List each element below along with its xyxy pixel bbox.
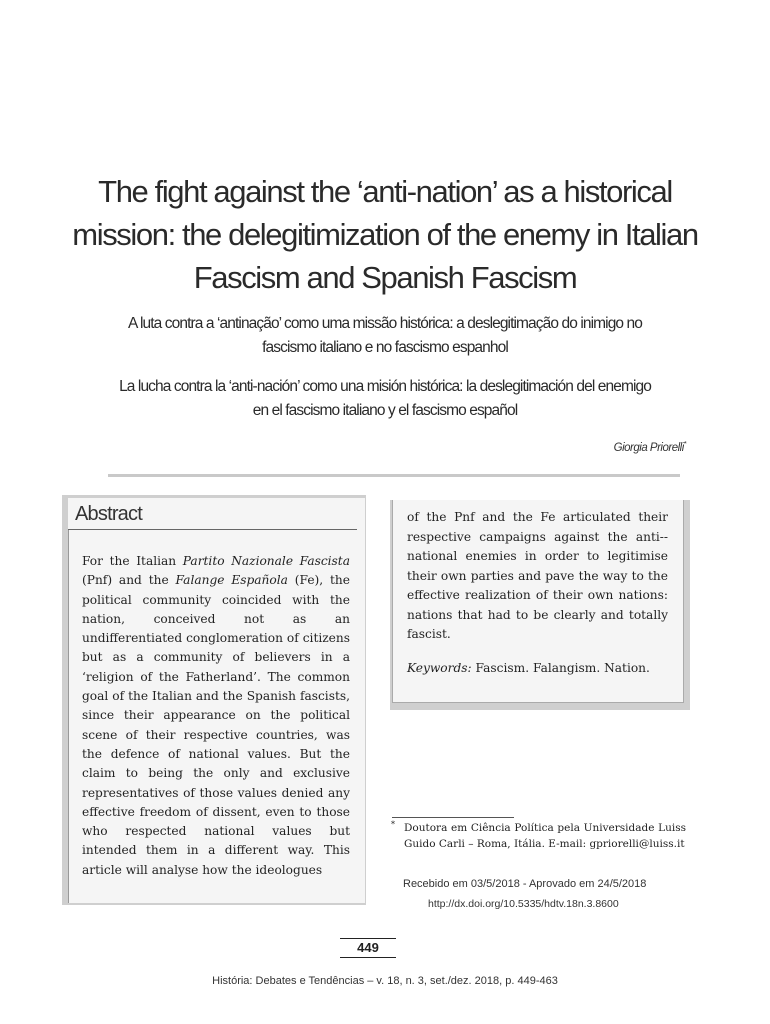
keywords-label: Keywords: xyxy=(407,660,472,675)
abstract-text-part: For the Italian xyxy=(82,554,183,568)
author-footnote-mark: * xyxy=(683,441,686,448)
received-approved-dates: Recebido em 03/5/2018 - Aprovado em 24/5/2018 xyxy=(403,878,647,890)
title-divider xyxy=(108,474,680,477)
abstract-heading: Abstract xyxy=(75,503,142,525)
keywords-list: Fascism. Falangism. Nation. xyxy=(471,660,650,675)
title-line-3: Fascism and Spanish Fascism xyxy=(193,260,577,295)
subtitle-portuguese xyxy=(40,312,730,360)
keywords xyxy=(407,659,668,679)
title-line-2: mission: the delegitimization of the enemy in Italian xyxy=(72,217,698,252)
author-text: Giorgia Priorelli xyxy=(613,441,684,454)
journal-citation: História: Debates e Tendências – v. 18, n. 3, set./dez. 2018, p. 449-463 xyxy=(212,975,558,987)
author-name xyxy=(614,441,686,454)
page-number: 449 xyxy=(357,940,379,955)
footnote-rule xyxy=(392,817,514,818)
abstract-continuation-text xyxy=(407,508,668,678)
footnote-mark: * xyxy=(391,820,395,829)
page-number-rule-bottom xyxy=(340,957,396,958)
abstract-continuation-paragraph: of the Pnf and the Fe articulated their respective campaigns against the anti--national enemies in order to legitimise their own parties and pave the way to the effective realization of their own nations: nations that had to be clearly and totally fascist. xyxy=(407,510,668,641)
abstract-text-part: (Fe), the political community coincided with the nation, conceived not as an undifferentiated conglomeration of citizens but as a community of believers in a ‘religion of the Fatherland’. The common goal of the Italian and the Spanish fascists, since their appearance on the political scene of their respective countries, was the defence of national values. But the claim to being the only and exclusive representatives of those values denied any effective freedom of dissent, even to those who respected national values but intended them in a different way. This article will analyse how the ideologues xyxy=(82,573,350,877)
abstract-text xyxy=(82,552,350,880)
title-line-1: The fight against the ‘anti-nation’ as a historical xyxy=(98,174,672,209)
abstract-italic-pnf: Partito Nazionale Fascista xyxy=(182,554,350,568)
page-number-rule-top xyxy=(340,938,396,939)
abstract-text-part: (Pnf) and the xyxy=(82,573,176,588)
article-title xyxy=(60,170,710,299)
subtitle-es-line-2: en el fascismo italiano y el fascismo español xyxy=(252,402,518,419)
footnote-text: Doutora em Ciência Política pela Universidade Luiss Guido Carli – Roma, Itália. E-mail: gpriorelli@luiss.it xyxy=(404,822,686,850)
abstract-italic-fe: Falange Española xyxy=(175,573,288,588)
subtitle-spanish xyxy=(40,375,730,423)
subtitle-pt-line-2: fascismo italiano e no fascismo espanhol xyxy=(262,339,508,356)
subtitle-es-line-1: La lucha contra la ‘anti-nación’ como una misión histórica: la deslegitimación del enemigo xyxy=(119,378,651,395)
doi-link[interactable]: http://dx.doi.org/10.5335/hdtv.18n.3.8600 xyxy=(428,898,619,910)
subtitle-pt-line-1: A luta contra a ‘antinação’ como uma missão histórica: a deslegitimação do inimigo no xyxy=(128,315,642,332)
